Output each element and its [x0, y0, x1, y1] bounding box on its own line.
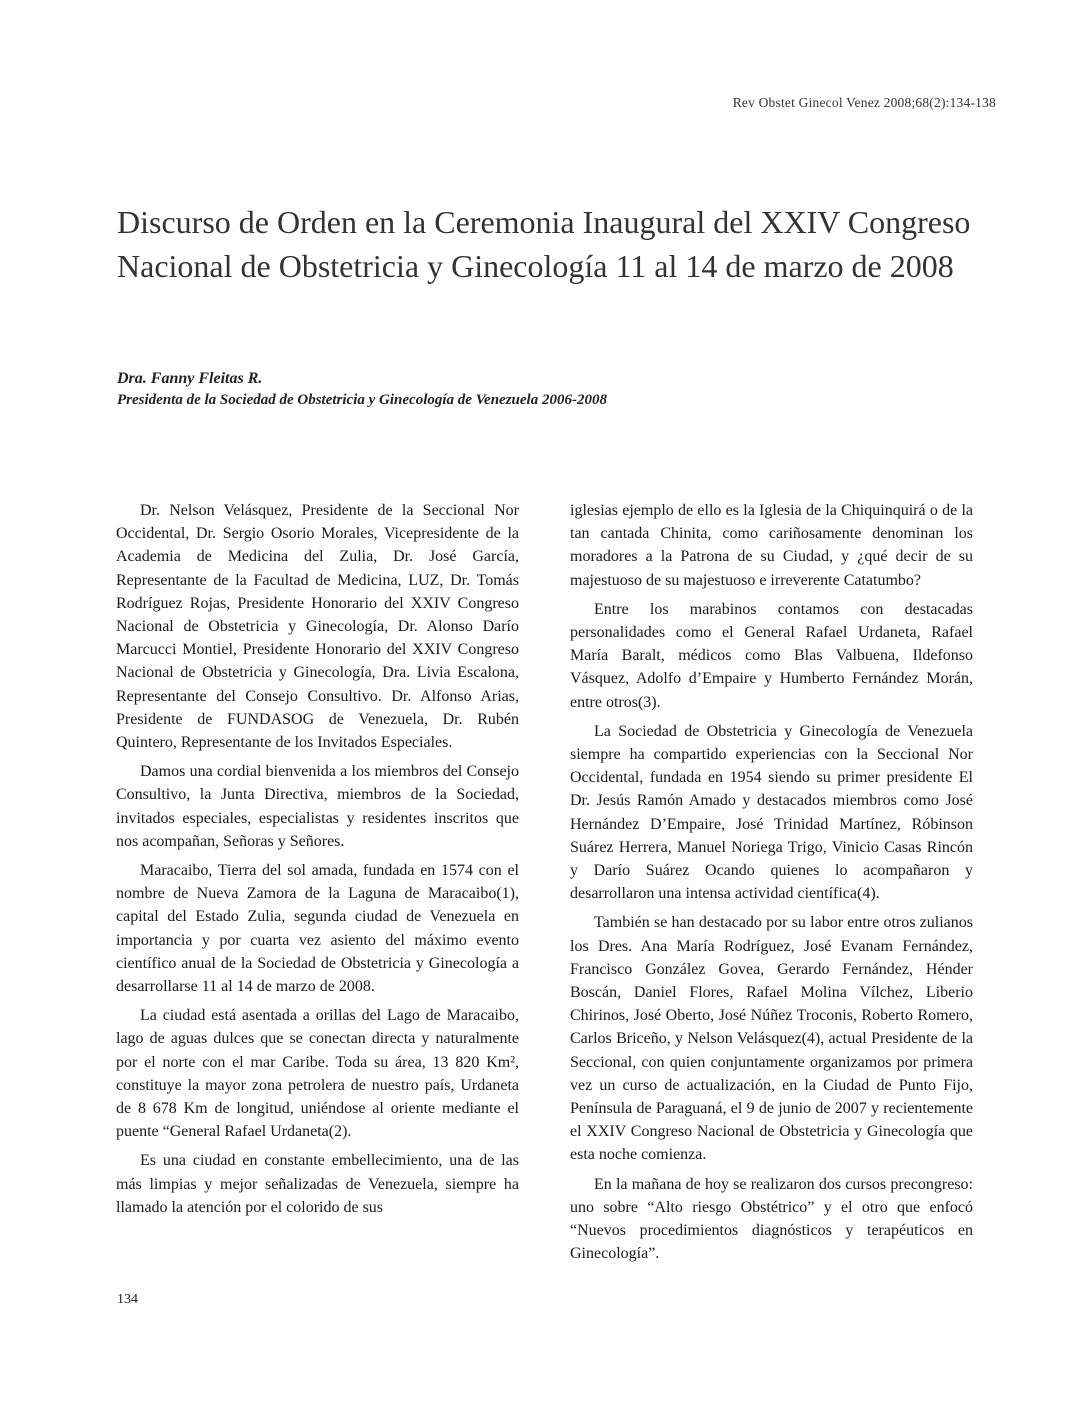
- paragraph: iglesias ejemplo de ello es la Iglesia de la Chiquinquirá o de la tan cantada Chinita, como cariñosamente denominan los moradores a la Patrona de su Ciudad, y ¿qué decir de su majestuoso de su majestuoso e irreverente Catatumbo?: [570, 502, 973, 589]
- paragraph: Damos una cordial bienvenida a los miembros del Consejo Consultivo, la Junta Directiva, miembros de la Sociedad, invitados especiales, especialistas y residentes inscritos que nos acompañan, Señoras y Señores.: [116, 763, 519, 850]
- article-title: Discurso de Orden en la Ceremonia Inaugural del XXIV Congreso Nacional de Obstetricia y Ginecología 11 al 14 de marzo de 2008: [117, 204, 971, 284]
- paragraph: La ciudad está asentada a orillas del Lago de Maracaibo, lago de aguas dulces que se conectan directa y naturalmente por el norte con el mar Caribe. Toda su área, 13 820 Km², constituye la mayor zona petrolera de nuestro país, Urdaneta de 8 678 Km de longitud, uniéndose al oriente mediante el puente “General Rafael Urdaneta(2).: [116, 1007, 519, 1141]
- journal-citation: Rev Obstet Ginecol Venez 2008;68(2):134-138: [732, 95, 996, 110]
- paragraph: Maracaibo, Tierra del sol amada, fundada en 1574 con el nombre de Nueva Zamora de la Laguna de Maracaibo(1), capital del Estado Zulia, segunda ciudad de Venezuela en importancia y por cuarta vez asiento del máximo evento científico anual de la Sociedad de Obstetricia y Ginecología a desarrollarse 11 al 14 de marzo de 2008.: [116, 862, 519, 996]
- paragraph: Es una ciudad en constante embellecimiento, una de las más limpias y mejor señalizadas de Venezuela, siempre ha llamado la atención por el colorido de sus: [116, 1152, 519, 1216]
- paragraph: Entre los marabinos contamos con destacadas personalidades como el General Rafael Urdaneta, Rafael María Baralt, médicos como Blas Valbuena, Ildefonso Vásquez, Adolfo d’Empaire y Humberto Fernández Morán, entre otros(3).: [570, 600, 973, 711]
- page-number: 134: [117, 1292, 138, 1307]
- paragraph: En la mañana de hoy se realizaron dos cursos precongreso: uno sobre “Alto riesgo Obstétrico” y el otro que enfocó “Nuevos procedimientos diagnósticos y terapéuticos en Ginecología”.: [570, 1175, 973, 1263]
- paragraph: Dr. Nelson Velásquez, Presidente de la Seccional Nor Occidental, Dr. Sergio Osorio Morales, Vicepresidente de la Academia de Medicina del Zulia, Dr. José García, Representante de la Facultad de Medicina, LUZ, Dr. Tomás Rodríguez Rojas, Presidente Honorario del XXIV Congreso Nacional de Obstetricia y Ginecología, Dr. Alonso Darío Marcucci Montiel, Presidente Honorario del XXIV Congreso Nacional de Obstetricia y Ginecología, Dra. Livia Escalona, Representante del Consejo Consultivo. Dr. Alfonso Arias, Presidente de FUNDASOG de Venezuela, Dr. Rubén Quintero, Representante de los Invitados Especiales.: [116, 502, 519, 752]
- author-name: Dra. Fanny Fleitas R.: [117, 370, 263, 387]
- paragraph: También se han destacado por su labor entre otros zulianos los Dres. Ana María Rodríguez, José Evanam Fernández, Francisco González Govea, Gerardo Fernández, Hénder Boscán, Daniel Flores, Rafael Molina Vílchez, Liberio Chirinos, José Oberto, José Núñez Troconis, Roberto Romero, Carlos Briceño, y Nelson Velásquez(4), actual Presidente de la Seccional, con quien conjuntamente organizamos por primera vez un curso de actualización, en la Ciudad de Punto Fijo, Península de Paraguaná, el 9 de junio de 2007 y recientemente el XXIV Congreso Nacional de Obstetricia y Ginecología que esta noche comienza.: [570, 914, 973, 1164]
- body-column-left: [116, 499, 519, 1225]
- paragraph: La Sociedad de Obstetricia y Ginecología de Venezuela siempre ha compartido experiencias con la Seccional Nor Occidental, fundada en 1954 siendo su primer presidente El Dr. Jesús Ramón Amado y destacados miembros como José Hernández D’Empaire, José Trinidad Martínez, Róbinson Suárez Herrera, Manuel Noriega Trigo, Vinicio Casas Rincón y Darío Suárez Ocando quienes lo acompañaron y desarrollaron una intensa actividad científica(4).: [570, 722, 973, 903]
- author-affiliation: Presidenta de la Sociedad de Obstetricia y Ginecología de Venezuela 2006-2008: [117, 392, 607, 408]
- body-column-right: [570, 499, 973, 1272]
